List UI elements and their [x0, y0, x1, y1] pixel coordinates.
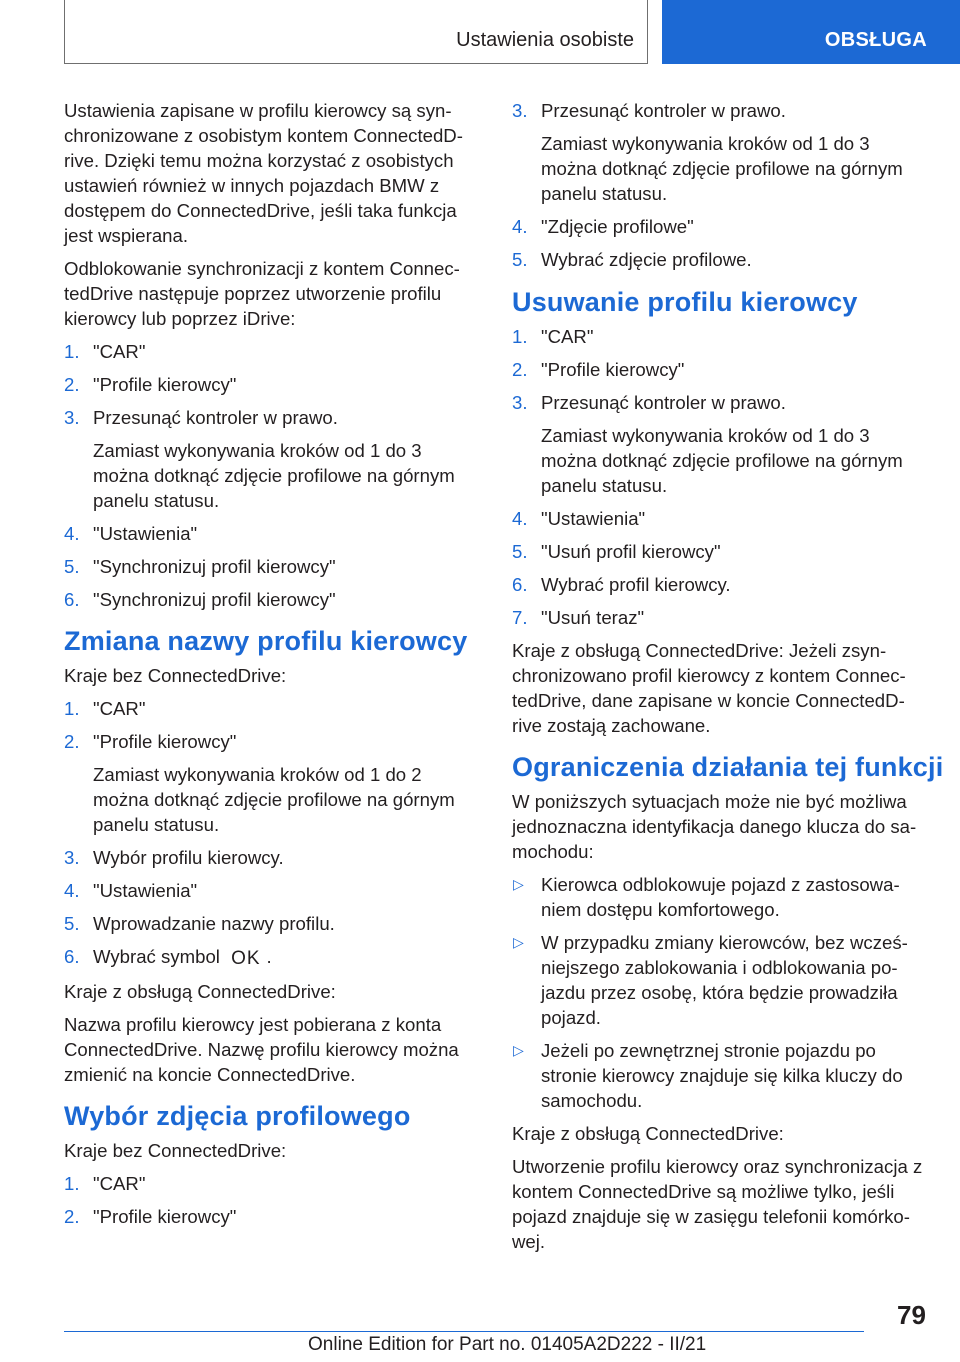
list-item [64, 587, 478, 612]
page-number: 79 [897, 1300, 926, 1330]
step-number: 1. [512, 326, 528, 347]
step-number: 4. [64, 880, 80, 901]
step-number: 5. [512, 541, 528, 562]
header-title: Ustawienia osobiste [456, 29, 634, 51]
rename-heading: Zmiana nazwy profilu kierowcy [64, 626, 468, 656]
list-item [64, 845, 478, 870]
intro-paragraph-1: Ustawienia zapisane w profilu kierowcy są synchronizowane z osobistym kontem ConnectedDrive. Dzięki temu można korzystać z osobistych ustawień również w innych pojazdach BMW z dostępem do ConnectedDrive, jeśli taka funkcja jest wspierana. [64, 100, 463, 246]
triangle-bullet-icon: ▷ [513, 1042, 524, 1058]
rename-with-cd-label: Kraje z obsługą ConnectedDrive: [64, 981, 336, 1002]
step-number: 6. [64, 589, 80, 610]
step-text: "Profile kierowcy" [93, 731, 237, 752]
step-number: 1. [64, 698, 80, 719]
step-number: 5. [512, 249, 528, 270]
list-item [512, 872, 924, 922]
step-number: 4. [64, 523, 80, 544]
step-text: "Ustawienia" [93, 880, 198, 901]
photo-steps-list-right [512, 98, 924, 272]
step-text: "Usuń profil kierowcy" [541, 541, 721, 562]
step-number: 2. [64, 1206, 80, 1227]
list-item [512, 357, 924, 382]
step-number: 3. [512, 100, 528, 121]
list-item [512, 930, 924, 1030]
step-number: 2. [64, 731, 80, 752]
step-text: "CAR" [93, 341, 146, 362]
list-item [64, 1204, 478, 1229]
limits-cd-text: Utworzenie profilu kierowcy oraz synchronizacja z kontem ConnectedDrive są możliwe tylko, jeśli pojazd znajduje się w zasięgu telefonii komórkowej. [512, 1156, 923, 1252]
step-number: 2. [64, 374, 80, 395]
step-number: 3. [512, 392, 528, 413]
section-tab [662, 0, 960, 64]
bullet-text: W przypadku zmiany kierowców, bez wcześniejszego zablokowania i odblokowania pojazdu przez osobę, która będzie prowadziła pojazd. [541, 932, 908, 1028]
step-number: 3. [64, 407, 80, 428]
step-note: Zamiast wykonywania kroków od 1 do 3 można dotknąć zdjęcie profilowe na górnym panelu statusu. [541, 425, 903, 496]
list-item [64, 878, 478, 903]
limits-cd-label: Kraje z obsługą ConnectedDrive: [512, 1123, 784, 1144]
triangle-bullet-icon: ▷ [513, 934, 524, 950]
step-number: 5. [64, 913, 80, 934]
delete-heading: Usuwanie profilu kierowcy [512, 287, 858, 317]
step-text: Wybrać symbol [93, 946, 220, 967]
intro-paragraph-2: Odblokowanie synchronizacji z kontem ConnectedDrive następuje poprzez utworzenie profilu kierowcy lub poprzez iDrive: [64, 258, 460, 329]
rename-step-6-list [64, 944, 478, 971]
section-tab-label: OBSŁUGA [824, 29, 927, 51]
step-note: Zamiast wykonywania kroków od 1 do 2 można dotknąć zdjęcie profilowe na górnym panelu statusu. [93, 764, 455, 835]
list-item [512, 506, 924, 531]
list-item [512, 247, 924, 272]
step-text: Przesunąć kontroler w prawo. [541, 392, 786, 413]
limits-heading: Ograniczenia działania tej funkcji [512, 752, 944, 782]
step-text: "CAR" [93, 698, 146, 719]
step-text: Przesunąć kontroler w prawo. [93, 407, 338, 428]
limits-intro: W poniższych sytuacjach może nie być możliwa jednoznaczna identyfikacja danego klucza do samochodu: [512, 791, 917, 862]
step-text: "Synchronizuj profil kierowcy" [93, 589, 336, 610]
step-text: Wybrać zdjęcie profilowe. [541, 249, 752, 270]
sync-steps-list [64, 339, 478, 612]
list-item [512, 572, 924, 597]
step-note: Zamiast wykonywania kroków od 1 do 3 można dotknąć zdjęcie profilowe na górnym panelu statusu. [93, 440, 455, 511]
list-item [512, 214, 924, 239]
list-item [64, 696, 478, 721]
step-text: "CAR" [93, 1173, 146, 1194]
step-number: 5. [64, 556, 80, 577]
photo-heading: Wybór zdjęcia profilowego [64, 1101, 411, 1131]
step-number: 1. [64, 341, 80, 362]
step-number: 6. [512, 574, 528, 595]
list-item [512, 390, 924, 498]
list-item [64, 554, 478, 579]
list-item [64, 911, 478, 936]
list-item [512, 98, 924, 206]
step-text: Wybór profilu kierowcy. [93, 847, 284, 868]
list-item [64, 372, 478, 397]
ok-symbol-icon: OK [231, 948, 261, 969]
footer-edition: Online Edition for Part no. 01405A2D222 - II/21 [308, 1334, 707, 1355]
delete-note: Kraje z obsługą ConnectedDrive: Jeżeli zsynchronizowano profil kierowcy z kontem ConnectedDrive, dane zapisane w koncie ConnectedDrive zostają zachowane. [512, 640, 906, 736]
rename-steps-list [64, 696, 478, 936]
step-number: 6. [64, 946, 80, 967]
list-item [512, 324, 924, 349]
step-number: 2. [512, 359, 528, 380]
list-item [64, 944, 478, 971]
list-item [64, 521, 478, 546]
left-column [64, 98, 478, 1237]
bullet-text: Jeżeli po zewnętrznej stronie pojazdu po stronie kierowcy znajduje się kilka kluczy do samochodu. [541, 1040, 903, 1111]
photo-steps-list-left [64, 1171, 478, 1229]
photo-no-cd-label: Kraje bez ConnectedDrive: [64, 1140, 287, 1161]
bullet-text: Kierowca odblokowuje pojazd z zastosowaniem dostępu komfortowego. [541, 874, 900, 920]
step-text: "Ustawienia" [93, 523, 198, 544]
step-number: 1. [64, 1173, 80, 1194]
step-text: Wprowadzanie nazwy profilu. [93, 913, 335, 934]
step-text: "Profile kierowcy" [541, 359, 685, 380]
limits-bullets [512, 872, 924, 1113]
step-text: "Zdjęcie profilowe" [541, 216, 694, 237]
footer-divider [64, 1331, 864, 1332]
step-number: 4. [512, 216, 528, 237]
step-number: 7. [512, 607, 528, 628]
list-item [512, 539, 924, 564]
step-text: Przesunąć kontroler w prawo. [541, 100, 786, 121]
rename-with-cd-text: Nazwa profilu kierowcy jest pobierana z konta ConnectedDrive. Nazwę profilu kierowcy można zmienić na koncie ConnectedDrive. [64, 1014, 459, 1085]
delete-steps-list [512, 324, 924, 630]
step-text-end: . [266, 946, 272, 967]
rename-no-cd-label: Kraje bez ConnectedDrive: [64, 665, 287, 686]
list-item [64, 405, 478, 513]
triangle-bullet-icon: ▷ [513, 876, 524, 892]
step-number: 3. [64, 847, 80, 868]
step-text: "CAR" [541, 326, 594, 347]
step-number: 4. [512, 508, 528, 529]
list-item [64, 1171, 478, 1196]
list-item [512, 605, 924, 630]
step-text: Wybrać profil kierowcy. [541, 574, 731, 595]
step-text: "Synchronizuj profil kierowcy" [93, 556, 336, 577]
list-item [64, 339, 478, 364]
step-text: "Ustawienia" [541, 508, 646, 529]
right-column [512, 98, 944, 1262]
step-text: "Profile kierowcy" [93, 1206, 237, 1227]
step-text: "Profile kierowcy" [93, 374, 237, 395]
step-text: "Usuń teraz" [541, 607, 645, 628]
step-note: Zamiast wykonywania kroków od 1 do 3 można dotknąć zdjęcie profilowe na górnym panelu statusu. [541, 133, 903, 204]
list-item [512, 1038, 924, 1113]
list-item [64, 729, 478, 837]
